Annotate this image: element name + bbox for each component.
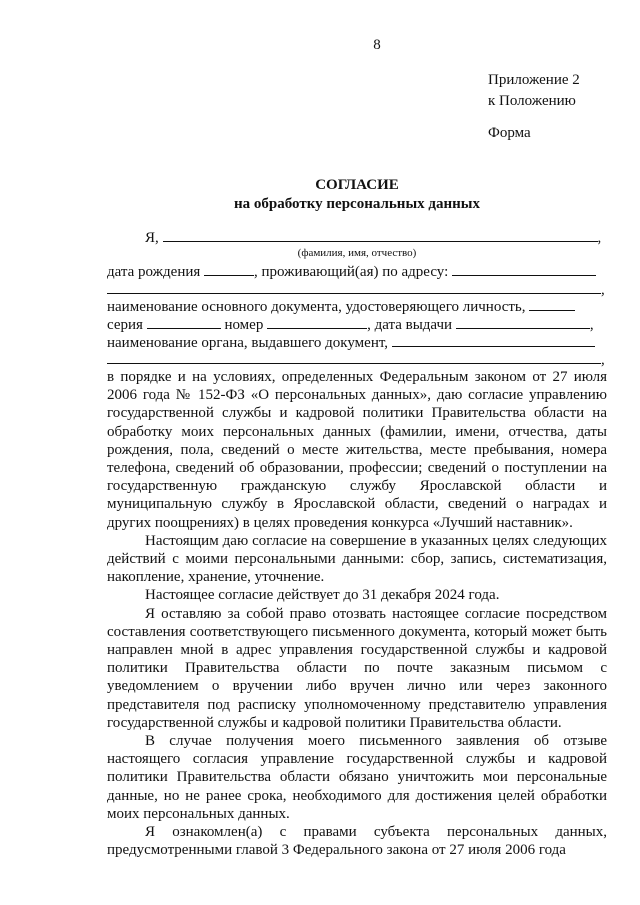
paragraph-validity: Настоящее согласие действует до 31 декабря 2024 года. [145,587,500,604]
issuer-field-line-2[interactable] [107,350,601,364]
birth-date-field[interactable] [204,262,254,276]
number-label: номер [224,317,264,333]
paragraph-destruction: В случае получения моего письменного заявления об отзыве настоящего согласия управление государственной службы и кадровой политики Правительства области обязано уничтожить мои персональные данные, но не ранее срока, необходимого для достижения целей обработки моих персональных данных. [107,733,607,822]
appendix-line-1: Приложение 2 [488,72,580,88]
issuer-field[interactable] [392,333,595,347]
i-label: Я, [145,230,159,246]
address-field[interactable] [452,262,596,276]
issuer-continuation-row [107,350,605,370]
document-type-label: наименование основного документа, удостоверяющего личность, [107,299,526,315]
birth-address-row [107,262,596,282]
address-field-line-2[interactable] [107,280,601,294]
document-subtitle: на обработку персональных данных [234,196,480,212]
page-number: 8 [373,37,381,53]
paragraph-consent-scope: в порядке и на условиях, определенных Федеральным законом от 27 июля 2006 года № 152-ФЗ «О персональных данных», даю согласие управлению государственной службы и кадровой политики Правительства области на обработку моих персональных данных (фамилии, имени, отчества, даты рождения, пола, сведений о месте жительства, месте пребывания, номера телефона, сведений об образовании, профессии; сведений о поступлении на государственную гражданскую службу Ярославской области и муниципальную службу в Ярославской области, сведений о наградах и других поощрениях) в целях проведения конкурса «Лучший наставник». [107,369,607,531]
paragraph-rights: Я ознакомлен(а) с правами субъекта персональных данных, предусмотренными главой 3 Федерального закона от 27 июля 2006 года [107,824,607,859]
document-type-row [107,297,575,317]
full-name-field[interactable] [163,228,598,242]
paragraph-revocation: Я оставляю за собой право отозвать настоящее согласие посредством составления соответствующего письменного документа, который может быть направлен мной в адрес управления государственной службы и кадровой политики Правительства области по почте заказным письмом с уведомлением о вручении либо вручен лично или через законного представителя под расписку уполномоченному представителю управления государственной службы и кадровой политики Правительства области. [107,605,607,731]
comma: , [589,317,594,333]
issue-date-label: , дата выдачи [367,317,453,333]
comma: , [601,282,605,298]
residing-label: , проживающий(ая) по адресу: [254,264,449,280]
number-field[interactable] [267,315,367,329]
series-label: серия [107,317,143,333]
form-label: Форма [488,125,531,141]
appendix-line-2: к Положению [488,93,576,109]
issue-date-field[interactable] [456,315,590,329]
document-title: СОГЛАСИЕ [315,177,399,193]
name-hint: (фамилия, имя, отчество) [297,247,417,259]
comma: , [597,230,602,246]
comma: , [601,352,605,368]
consent-body [107,368,607,859]
name-row [145,228,601,248]
series-field[interactable] [147,315,221,329]
birth-date-label: дата рождения [107,264,201,280]
document-type-field[interactable] [529,297,575,311]
paragraph-actions: Настоящим даю согласие на совершение в указанных целях следующих действий с моими персональными данными: сбор, запись, систематизация, накопление, хранение, уточнение. [107,532,607,586]
series-number-row [107,315,594,335]
issuer-label: наименование органа, выдавшего документ, [107,335,389,351]
appendix-reference [488,70,580,112]
